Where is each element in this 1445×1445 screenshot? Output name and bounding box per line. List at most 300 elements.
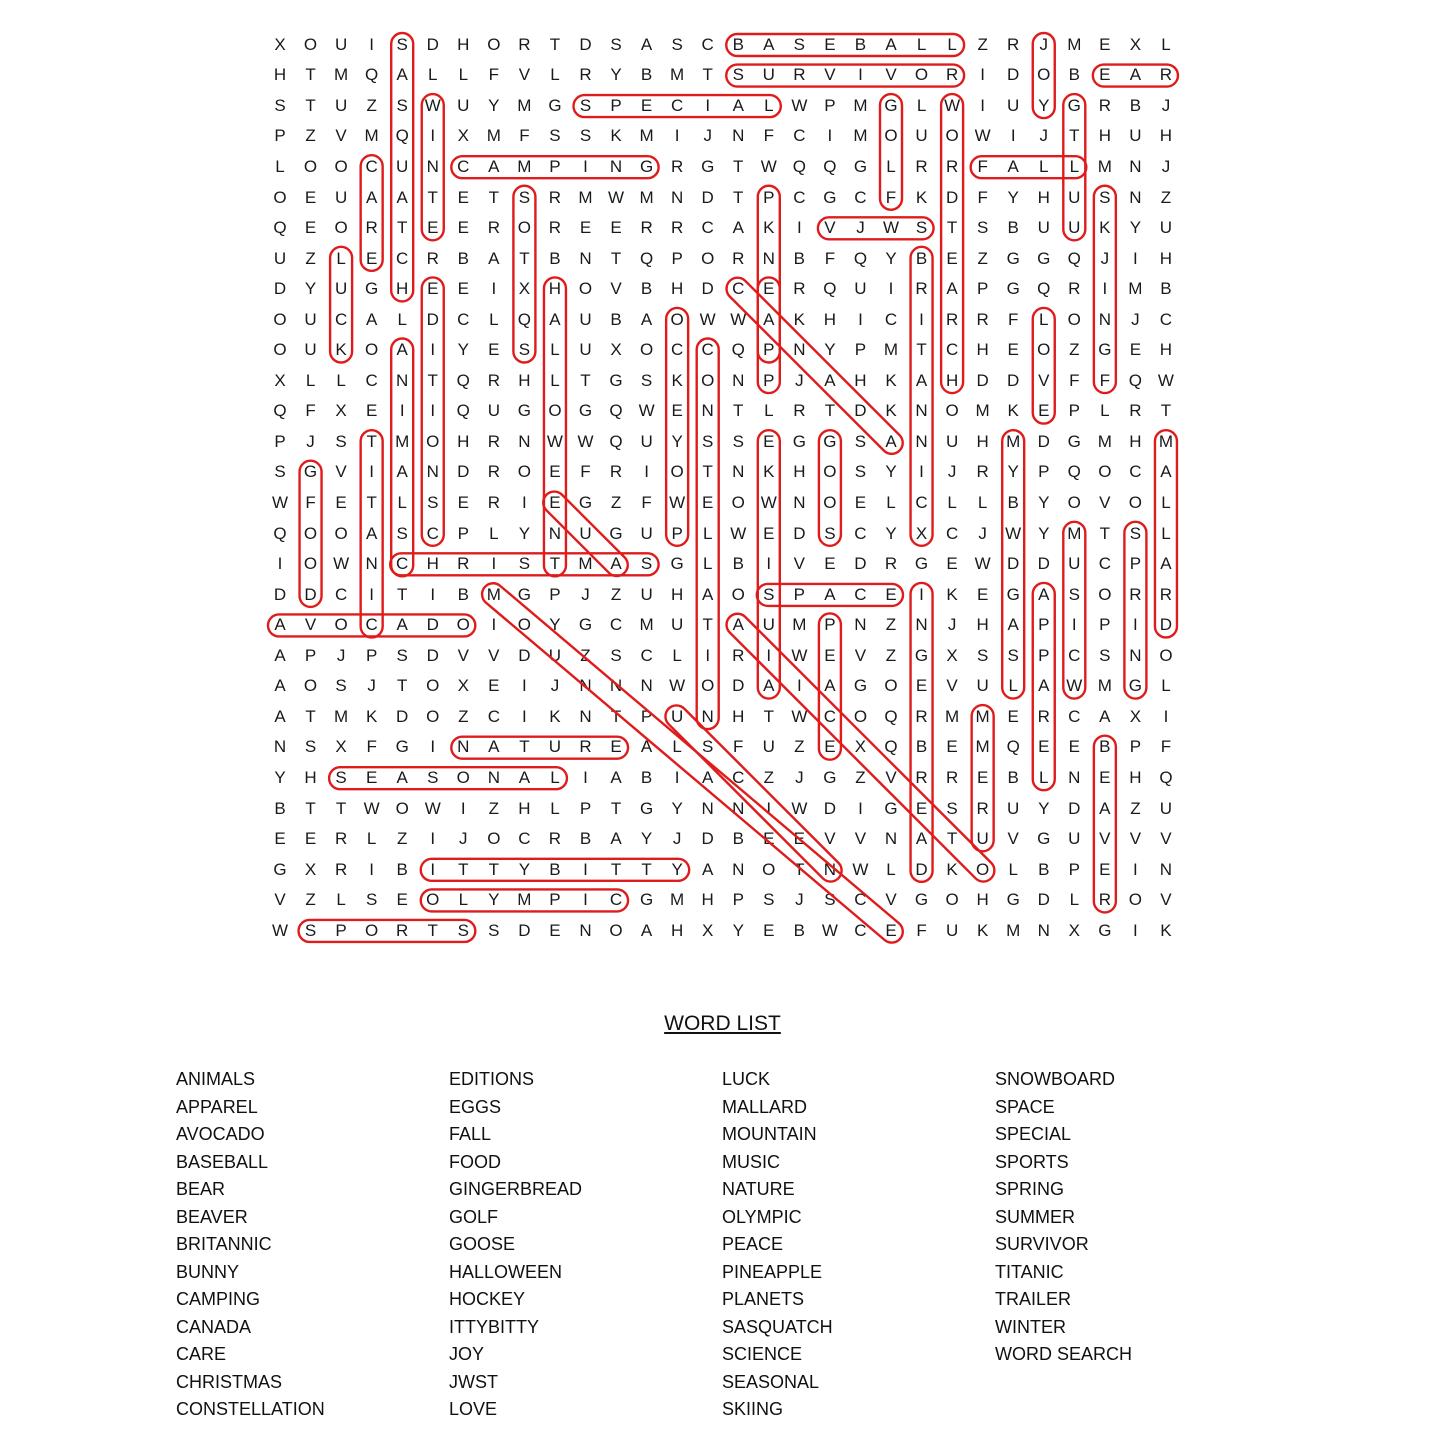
grid-letter: M xyxy=(975,737,990,757)
grid-letter: B xyxy=(610,309,622,329)
grid-letter: L xyxy=(550,65,560,85)
word-list-item: SUMMER xyxy=(995,1206,1075,1227)
grid-letter: T xyxy=(702,65,713,85)
grid-letter: H xyxy=(976,340,989,360)
grid-letter: W xyxy=(669,493,686,512)
grid-letter: Y xyxy=(885,462,897,482)
grid-letter: I xyxy=(827,126,833,146)
grid-letter: E xyxy=(274,829,286,849)
grid-letter: G xyxy=(914,890,929,910)
grid-letter: Y xyxy=(732,920,744,940)
grid-letter: P xyxy=(1038,645,1050,665)
grid-letter: T xyxy=(366,431,377,451)
grid-letter: E xyxy=(640,95,653,115)
grid-letter: C xyxy=(854,890,867,910)
grid-letter: G xyxy=(670,554,684,574)
grid-letter: S xyxy=(304,737,317,757)
grid-letter: S xyxy=(396,523,408,543)
grid-letter: K xyxy=(763,218,775,238)
grid-letter: R xyxy=(1098,890,1111,910)
grid-letter: I xyxy=(644,462,649,482)
grid-letter: C xyxy=(945,340,959,360)
grid-letter: Q xyxy=(273,523,287,543)
grid-letter: S xyxy=(854,462,867,482)
grid-letter: N xyxy=(1068,767,1081,787)
grid-letter: E xyxy=(457,187,469,207)
grid-letter: G xyxy=(548,95,562,115)
grid-letter: N xyxy=(579,706,592,726)
grid-letter: O xyxy=(426,706,440,726)
grid-letter: P xyxy=(335,920,347,940)
grid-letter: A xyxy=(702,767,714,787)
grid-letter: N xyxy=(1129,156,1142,176)
grid-letter: D xyxy=(1007,370,1020,390)
grid-letter: P xyxy=(671,248,683,268)
grid-letter: A xyxy=(274,645,286,665)
grid-letter: A xyxy=(274,615,286,635)
word-list-item: SCIENCE xyxy=(722,1344,803,1364)
grid-letter: P xyxy=(549,584,561,604)
grid-letter: J xyxy=(795,370,804,390)
grid-letter: F xyxy=(488,65,500,85)
grid-letter: E xyxy=(1007,340,1019,360)
word-list-item: SPRING xyxy=(995,1179,1065,1199)
grid-letter: P xyxy=(549,156,561,176)
grid-letter: A xyxy=(640,737,653,757)
grid-letter: T xyxy=(549,34,561,54)
grid-letter: F xyxy=(824,248,836,268)
grid-letter: R xyxy=(976,462,989,482)
grid-letter: U xyxy=(671,706,684,726)
grid-letter: I xyxy=(1133,248,1138,268)
grid-letter: O xyxy=(1067,493,1081,512)
grid-letter: E xyxy=(885,584,897,604)
grid-letter: H xyxy=(854,370,867,390)
grid-letter: J xyxy=(703,126,712,146)
grid-letter: L xyxy=(1008,676,1018,696)
grid-letter: Y xyxy=(1038,95,1050,115)
grid-letter: A xyxy=(396,462,408,482)
grid-letter: C xyxy=(701,340,714,360)
grid-letter: I xyxy=(705,95,711,115)
grid-letter: S xyxy=(304,920,317,940)
grid-letter: Q xyxy=(792,156,806,176)
grid-letter: P xyxy=(1068,401,1080,421)
grid-letter: O xyxy=(334,523,348,543)
grid-letter: Y xyxy=(885,248,897,268)
grid-letter: U xyxy=(640,584,653,604)
grid-letter: L xyxy=(275,156,285,176)
grid-letter: B xyxy=(396,859,408,879)
grid-letter: I xyxy=(430,340,436,360)
grid-letter: J xyxy=(672,829,682,849)
grid-letter: L xyxy=(886,859,896,879)
grid-letter: R xyxy=(548,829,562,849)
grid-letter: I xyxy=(1102,279,1108,299)
grid-letter: F xyxy=(977,187,988,207)
grid-letter: G xyxy=(792,431,806,451)
grid-letter: T xyxy=(733,156,744,176)
grid-letter: B xyxy=(1099,737,1111,757)
grid-letter: T xyxy=(946,218,958,238)
grid-letter: W xyxy=(1005,523,1022,543)
grid-letter: C xyxy=(457,309,470,329)
grid-letter: X xyxy=(854,737,867,757)
grid-letter: G xyxy=(1098,340,1112,360)
grid-letter: A xyxy=(915,370,928,390)
grid-letter: L xyxy=(1161,493,1171,512)
grid-letter: X xyxy=(457,126,469,146)
grid-letter: C xyxy=(365,615,378,635)
grid-letter: W xyxy=(821,920,838,940)
word-list-item: CARE xyxy=(176,1344,227,1364)
grid-letter: R xyxy=(945,156,959,176)
grid-letter: V xyxy=(885,890,897,910)
grid-letter: X xyxy=(946,645,958,665)
grid-letter: O xyxy=(609,920,623,940)
grid-letter: Q xyxy=(884,706,898,726)
word-list-column-2 xyxy=(449,1066,582,1424)
grid-letter: A xyxy=(1038,676,1050,696)
grid-letter: A xyxy=(763,34,775,54)
grid-letter: G xyxy=(578,615,593,635)
grid-letter: S xyxy=(824,890,836,910)
grid-letter: T xyxy=(1069,126,1080,146)
grid-letter: K xyxy=(915,187,928,207)
grid-letter: K xyxy=(1007,401,1019,421)
word-list-item: JOY xyxy=(449,1344,485,1364)
grid-letter: F xyxy=(305,493,316,512)
grid-letter: V xyxy=(274,890,286,910)
grid-letter: A xyxy=(1160,554,1172,574)
grid-letter: T xyxy=(733,187,744,207)
grid-letter: Y xyxy=(610,65,622,85)
grid-letter: H xyxy=(1129,767,1142,787)
grid-letter: L xyxy=(764,95,774,115)
grid-letter: S xyxy=(763,890,775,910)
grid-letter: S xyxy=(427,493,439,512)
grid-letter: W xyxy=(424,798,441,818)
grid-letter: I xyxy=(796,676,802,696)
grid-letter: Z xyxy=(1160,187,1172,207)
grid-letter: E xyxy=(427,279,439,299)
grid-letter: P xyxy=(610,95,622,115)
grid-letter: U xyxy=(548,737,562,757)
grid-letter: W xyxy=(546,431,563,451)
grid-letter: F xyxy=(1099,370,1111,390)
grid-letter: A xyxy=(610,554,622,574)
grid-letter: C xyxy=(426,523,439,543)
word-list-item: OLYMPIC xyxy=(722,1206,802,1227)
grid-letter: L xyxy=(336,890,346,910)
grid-letter: H xyxy=(548,279,562,299)
grid-letter: C xyxy=(609,890,623,910)
grid-letter: R xyxy=(945,65,959,85)
grid-letter: E xyxy=(457,218,469,238)
grid-letter: Y xyxy=(1038,493,1050,512)
grid-letter: N xyxy=(609,156,623,176)
grid-letter: E xyxy=(457,493,469,512)
grid-letter: A xyxy=(488,156,500,176)
grid-letter: I xyxy=(583,890,588,910)
grid-letter: G xyxy=(639,890,654,910)
grid-letter: V xyxy=(1099,829,1111,849)
grid-letter: V xyxy=(304,615,317,635)
grid-letter: A xyxy=(488,737,500,757)
grid-letter: U xyxy=(579,340,592,360)
grid-letter: P xyxy=(854,340,867,360)
grid-letter: A xyxy=(824,370,836,390)
grid-letter: N xyxy=(640,676,653,696)
grid-letter: C xyxy=(365,156,378,176)
grid-letter: I xyxy=(369,462,374,482)
grid-letter: O xyxy=(334,615,348,635)
grid-letter: E xyxy=(763,920,775,940)
grid-letter: S xyxy=(732,65,744,85)
grid-letter: N xyxy=(579,676,592,696)
grid-letter: E xyxy=(763,279,775,299)
grid-letter: D xyxy=(273,279,287,299)
grid-letter: V xyxy=(1038,370,1050,390)
grid-letter: V xyxy=(824,218,836,238)
grid-letter: T xyxy=(488,187,500,207)
grid-letter: B xyxy=(1007,218,1019,238)
grid-letter: I xyxy=(491,554,497,574)
grid-letter: W xyxy=(1066,676,1083,696)
grid-letter: Y xyxy=(518,523,531,543)
grid-letter: R xyxy=(396,920,409,940)
grid-letter: H xyxy=(976,431,989,451)
grid-letter: N xyxy=(854,615,867,635)
grid-letter: C xyxy=(396,554,409,574)
grid-letter: G xyxy=(823,767,837,787)
grid-letter: M xyxy=(1006,431,1021,451)
grid-letter: N xyxy=(1037,920,1050,940)
grid-letter: N xyxy=(915,431,928,451)
grid-letter: F xyxy=(885,187,897,207)
grid-letter: Q xyxy=(1128,370,1142,390)
grid-letter: J xyxy=(947,615,957,635)
grid-letter: S xyxy=(1099,187,1111,207)
grid-letter: V xyxy=(946,676,958,696)
grid-letter: U xyxy=(1129,126,1142,146)
grid-letter: M xyxy=(639,126,654,146)
grid-letter: L xyxy=(550,370,560,390)
grid-letter: C xyxy=(1098,554,1111,574)
grid-letter: G xyxy=(578,401,593,421)
grid-letter: N xyxy=(487,767,500,787)
grid-letter: L xyxy=(397,493,407,512)
grid-letter: S xyxy=(427,767,439,787)
grid-letter: W xyxy=(760,156,777,176)
grid-letter: P xyxy=(793,584,806,604)
grid-letter: K xyxy=(885,401,897,421)
grid-letter: E xyxy=(579,218,592,238)
word-list-item: HOCKEY xyxy=(449,1289,526,1309)
grid-letter: D xyxy=(1068,798,1081,818)
word-list-item: EGGS xyxy=(449,1096,502,1117)
word-list-item: SASQUATCH xyxy=(722,1316,833,1337)
grid-letter: E xyxy=(1038,737,1050,757)
grid-letter: Z xyxy=(885,645,897,665)
grid-letter: Y xyxy=(488,95,500,115)
grid-letter: R xyxy=(579,65,592,85)
grid-letter: M xyxy=(670,890,685,910)
grid-letter: W xyxy=(271,493,289,512)
grid-letter: Z xyxy=(977,248,988,268)
grid-letter: Y xyxy=(274,767,286,787)
grid-letter: C xyxy=(334,309,348,329)
grid-letter: C xyxy=(701,218,714,238)
grid-letter: S xyxy=(488,920,500,940)
word-list-item: APPAREL xyxy=(176,1096,258,1117)
grid-letter: J xyxy=(978,523,987,543)
grid-letter: F xyxy=(519,126,530,146)
grid-letter: F xyxy=(1160,737,1172,757)
grid-letter: H xyxy=(304,767,317,787)
grid-letter: W xyxy=(791,798,808,818)
grid-letter: O xyxy=(273,187,287,207)
grid-letter: O xyxy=(1098,584,1112,604)
grid-letter: Z xyxy=(458,706,469,726)
grid-letter: M xyxy=(334,65,349,85)
grid-letter: I xyxy=(430,737,436,757)
grid-letter: C xyxy=(945,523,959,543)
grid-letter: N xyxy=(457,737,470,757)
grid-letter: C xyxy=(823,706,837,726)
grid-letter: V xyxy=(1099,493,1111,512)
grid-letter: T xyxy=(519,248,530,268)
grid-letter: A xyxy=(640,920,653,940)
grid-letter: G xyxy=(1037,248,1051,268)
grid-letter: B xyxy=(915,737,928,757)
grid-letter: A xyxy=(1007,156,1019,176)
grid-letter: G xyxy=(639,156,654,176)
grid-letter: J xyxy=(1161,95,1171,115)
word-list-item: GINGERBREAD xyxy=(449,1179,583,1199)
grid-letter: Q xyxy=(517,309,531,329)
word-list-item: ANIMALS xyxy=(176,1069,256,1089)
grid-letter: H xyxy=(1129,431,1142,451)
grid-letter: U xyxy=(1068,554,1081,574)
grid-letter: W xyxy=(577,431,594,451)
grid-letter: R xyxy=(793,401,806,421)
grid-letter: Q xyxy=(823,156,837,176)
grid-letter: I xyxy=(583,859,588,879)
grid-letter: A xyxy=(396,767,408,787)
grid-letter: J xyxy=(550,676,560,696)
grid-letter: N xyxy=(793,493,806,512)
grid-letter: N xyxy=(1129,187,1142,207)
grid-letter: H xyxy=(671,279,684,299)
grid-letter: Z xyxy=(580,645,591,665)
grid-letter: O xyxy=(365,920,379,940)
grid-letter: P xyxy=(1129,737,1142,757)
grid-letter: K xyxy=(335,340,347,360)
grid-letter: T xyxy=(702,615,713,635)
grid-letter: L xyxy=(947,493,957,512)
grid-letter: I xyxy=(1163,706,1169,726)
grid-letter: F xyxy=(916,920,927,940)
grid-letter: R xyxy=(1007,34,1020,54)
grid-letter: R xyxy=(1129,401,1142,421)
grid-letter: E xyxy=(824,737,836,757)
grid-letter: T xyxy=(610,248,622,268)
grid-letter: W xyxy=(882,218,900,238)
grid-letter: O xyxy=(884,126,898,146)
grid-letter: Q xyxy=(731,340,745,360)
grid-letter: H xyxy=(457,431,470,451)
grid-letter: I xyxy=(491,615,497,635)
grid-letter: M xyxy=(945,706,960,726)
grid-letter: O xyxy=(701,676,715,696)
grid-letter: Y xyxy=(518,859,531,879)
grid-letter: W xyxy=(791,95,808,115)
grid-letter: V xyxy=(1160,890,1172,910)
grid-letter: U xyxy=(945,920,959,940)
grid-letter: L xyxy=(336,248,346,268)
grid-letter: E xyxy=(304,218,317,238)
grid-letter: U xyxy=(854,279,867,299)
grid-letter: H xyxy=(396,279,409,299)
grid-letter: T xyxy=(610,798,622,818)
grid-letter: L xyxy=(1039,309,1049,329)
grid-letter: H xyxy=(518,798,531,818)
word-list-item: ITTYBITTY xyxy=(449,1316,539,1337)
grid-letter: A xyxy=(365,187,378,207)
grid-letter: C xyxy=(854,523,867,543)
grid-letter: W xyxy=(974,126,991,146)
grid-letter: M xyxy=(639,187,654,207)
grid-letter: U xyxy=(976,676,989,696)
grid-letter: R xyxy=(487,462,500,482)
grid-letter: Z xyxy=(488,798,500,818)
grid-letter: M xyxy=(1128,279,1143,299)
grid-letter: C xyxy=(915,493,928,512)
grid-letter: L xyxy=(1069,890,1080,910)
grid-letter: X xyxy=(304,859,317,879)
grid-letter: N xyxy=(579,248,592,268)
grid-letter: T xyxy=(396,676,408,696)
grid-letter: E xyxy=(1068,737,1080,757)
grid-letter: Q xyxy=(456,401,470,421)
grid-letter: N xyxy=(671,187,684,207)
grid-letter: F xyxy=(733,737,744,757)
grid-letter: K xyxy=(946,584,958,604)
grid-letter: G xyxy=(609,370,623,390)
word-list-item: MALLARD xyxy=(722,1096,808,1117)
grid-letter: Q xyxy=(884,737,898,757)
grid-letter: R xyxy=(1159,65,1173,85)
grid-letter: L xyxy=(1161,676,1171,696)
grid-letter: E xyxy=(671,401,683,421)
grid-letter: D xyxy=(273,584,287,604)
grid-letter: E xyxy=(824,645,836,665)
grid-letter: R xyxy=(915,767,928,787)
grid-letter: X xyxy=(518,279,531,299)
grid-letter: C xyxy=(1129,462,1142,482)
grid-letter: M xyxy=(517,890,532,910)
grid-letter: K xyxy=(793,309,806,329)
grid-letter: L xyxy=(305,370,316,390)
word-list-column-3 xyxy=(722,1066,833,1424)
grid-letter: I xyxy=(369,584,374,604)
grid-letter: R xyxy=(732,248,745,268)
grid-letter: T xyxy=(610,706,622,726)
grid-letter: V xyxy=(885,767,897,787)
grid-letter: N xyxy=(518,431,531,451)
grid-letter: C xyxy=(854,920,867,940)
